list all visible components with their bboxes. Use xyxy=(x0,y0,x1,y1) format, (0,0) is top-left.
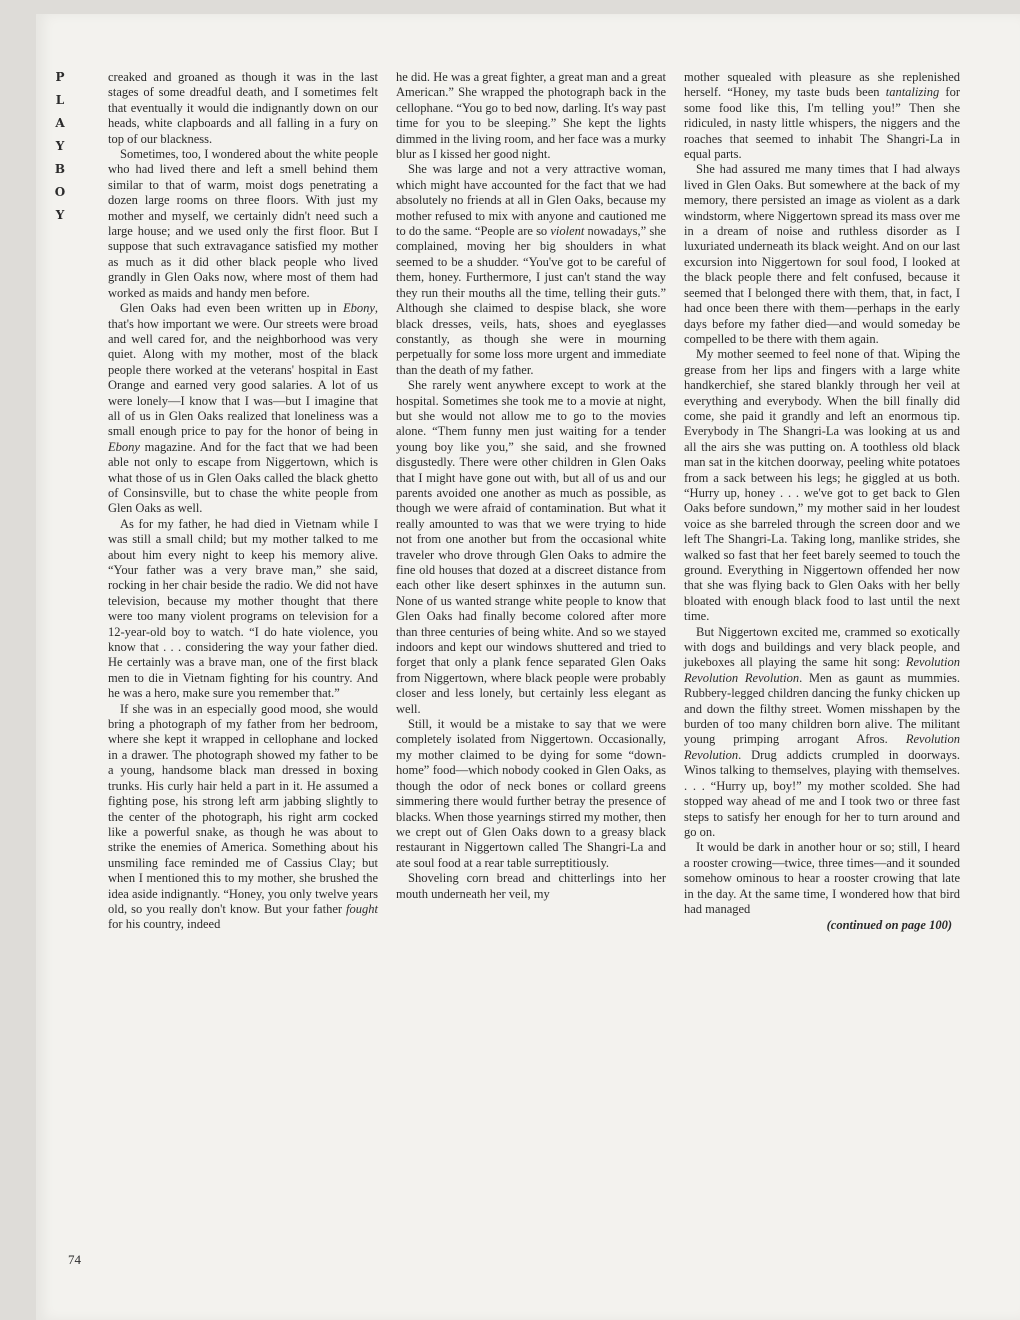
paragraph-text: . Men as gaunt as mummies. Rubbery-legged children dancing the funky chicken up and down the filthy street. Women misshapen by the burden of too many children born alive. The militant young primping arrogant Afros. xyxy=(684,670,960,747)
paragraph-text: creaked and groaned as though it was in the last stages of some dreadful death, and I sometimes felt that eventually it would die indignantly down on our heads, white clapboards and all falling in a fury on top of our blackness. xyxy=(108,70,378,146)
text-column-2 xyxy=(396,70,666,902)
article-paragraph xyxy=(108,301,378,517)
paragraph-text: She rarely went anywhere except to work at the hospital. Sometimes she took me to a movie at night, but she would not allow me to go to the movies alone. “Them funny men just waiting for a tender young boy like you,” she said, and she frowned disgustedly. There were other children in Glen Oaks that I might have gone out with, but all of us and our parents avoided one another as much as possible, as though we were afraid of contamination. But what it really amounted to was that we were trying to hide not from one another but from the occasional white traveler who drove through Glen Oaks to admire the fine old houses that dozed at a discreet distance from each other like desert sphinxes in the autumn sun. None of us wanted strange white people to know that Glen Oaks had finally become colored after more than three centuries of being white. And so we stayed indoors and kept our windows shuttered and tried to forget that only a plank fence separated Glen Oaks from Niggertown, where black people were probably closer and less lonely, but certainly less elegant as well. xyxy=(396,378,666,716)
paragraph-text: . Drug addicts crumpled in doorways. Winos talking to themselves, playing with themselves. . . . “Hurry up, boy!” my mother scolded. She had stopped way ahead of me and I took two or three fast steps to satisfy her enough for her to turn around and go on. xyxy=(684,747,960,839)
italic-text: Ebony xyxy=(342,301,375,316)
italic-text: violent xyxy=(550,224,585,239)
paragraph-text: She was large and not a very attractive woman, which might have accounted for the fact that we had absolutely no friends at all in Glen Oaks, because my mother refused to mix with anyone and cautioned me to do the same. “People are so xyxy=(396,162,666,239)
article-paragraph xyxy=(396,378,666,717)
article-paragraph xyxy=(684,70,960,162)
article-paragraph xyxy=(684,840,960,917)
article-paragraph xyxy=(684,347,960,624)
paragraph-text: As for my father, he had died in Vietnam while I was still a small child; but my mother talked to me about him every night to keep his memory alive. “Your father was a very brave man,” she said, rocking in her chair beside the radio. We did not have television, because my mother thought that there were too many violent programs on television for a 12-year-old boy to watch. “I do hate violence, you know that . . . considering the way your father died. He certainly was a brave man, one of the first black men to die in Vietnam fighting for his country. And he was a hero, make sure you remember that.” xyxy=(108,516,378,701)
magazine-name-letter: A xyxy=(55,116,65,130)
magazine-name-letter: Y xyxy=(55,139,65,153)
text-column-3 xyxy=(684,70,960,934)
italic-text: tantalizing xyxy=(885,85,940,100)
italic-text: fought xyxy=(346,901,378,916)
magazine-name-letter: Y xyxy=(55,208,65,222)
paragraph-text: But Niggertown excited me, crammed so exotically with dogs and buildings and very black people, and jukeboxes all playing the same hit song: xyxy=(684,624,960,670)
magazine-name-letter: B xyxy=(54,162,66,176)
article-paragraph xyxy=(684,625,960,841)
article-paragraph xyxy=(108,70,378,147)
italic-text: Revolution Revolution Revolution xyxy=(684,655,960,685)
article-paragraph xyxy=(684,162,960,347)
paragraph-text: Glen Oaks had even been written up in xyxy=(120,301,343,316)
paragraph-text: Still, it would be a mistake to say that we were completely isolated from Niggertown. Occasionally, my mother claimed to be dying for some “down-home” food—which nobody cooked in Glen Oaks, as though the odor of neck bones or collard greens simmering there would further betray the presence of blacks. When those yearnings stirred my mother, then we crept out of Glen Oaks down to a greasy black restaurant in Niggertown called The Shangri-La and ate soul food at a rear table surreptitiously. xyxy=(396,717,666,870)
italic-text: Revolution Revolution xyxy=(684,732,960,762)
paragraph-text: for his country, indeed xyxy=(108,917,221,932)
paragraph-text: Shoveling corn bread and chitterlings into her mouth underneath her veil, my xyxy=(396,871,666,901)
paragraph-text: Sometimes, too, I wondered about the white people who had lived there and left a smell behind them similar to that of warm, moist dogs penetrating a dozen large rooms on three floors. With just my mother and myself, we certainly didn't need such a large house; and we used only the first floor. But I suppose that such extravagance satisfied my mother as much as it did other black people who lived grandly in Glen Oaks now, where most of them had worked as maids and handy men before. xyxy=(108,147,378,300)
paragraph-text: he did. He was a great fighter, a great man and a great American.” She wrapped the photograph back in the cellophane. “You go to bed now, darling. It's way past time for you to be sleeping.” She kept the lights dimmed in the living room, and her face was a murky blur as I kissed her good night. xyxy=(396,70,666,162)
paragraph-text: for some food like this, I'm telling you!” Then she ridiculed, in nasty little whispers, the niggers and the roaches that seemed to inhabit The Shangri-La in equal parts. xyxy=(684,85,960,162)
magazine-name-letter: L xyxy=(55,93,65,107)
magazine-name-letter: O xyxy=(54,185,66,199)
paragraph-text: mother squealed with pleasure as she replenished herself. “Honey, my taste buds been xyxy=(684,70,960,100)
article-paragraph xyxy=(108,517,378,702)
article-paragraph xyxy=(108,702,378,933)
paragraph-text: It would be dark in another hour or so; still, I heard a rooster crowing—twice, three times—and it sounded somehow ominous to hear a rooster crowing that late in the day. At the same time, I wondered how that bird had managed xyxy=(684,840,960,916)
article-paragraph xyxy=(108,147,378,301)
italic-text: Ebony xyxy=(108,439,140,454)
paragraph-text: She had assured me many times that I had always lived in Glen Oaks. But somewhere at the back of my memory, there persisted an image as violent as a dark windstorm, where Niggertown spread its mass over me in a dream of noise and ruthless disorder as I luxuriated underneath its black weight. And on our last excursion into Niggertown for soul food, I looked at the black people there and felt confused, because it seemed that I belonged there with them, that, in fact, I had once been there with them—perhaps in the early days before my father died—and would someday be compelled to be there with them again. xyxy=(684,162,960,346)
page-number: 74 xyxy=(68,1252,81,1267)
article-paragraph xyxy=(396,717,666,871)
text-column-1 xyxy=(108,70,378,933)
magazine-name-vertical xyxy=(50,66,70,227)
article-paragraph xyxy=(396,871,666,902)
paragraph-text: , that's how important we were. Our streets were broad and well cared for, and the neighborhood was very quiet. Along with my mother, most of the black people there worked at the veterans' hospital in East Orange and earned very good salaries. A lot of us were lonely—I know that I was—but I imagine that all of us in Glen Oaks realized that loneliness was a small enough price to pay for the honor of being in xyxy=(108,301,378,439)
article-paragraph xyxy=(396,70,666,162)
paragraph-text: My mother seemed to feel none of that. Wiping the grease from her lips and fingers with a large white handkerchief, she stared blankly through her veil at everything and everybody. When the bill finally did come, she paid it grandly and left an enormous tip. Everybody in The Shangri-La was looking at us and all the airs she was putting on. A toothless old black man sat in the kitchen doorway, peeling white potatoes from a sack between his legs; he giggled at us both. “Hurry up, honey . . . we've got to get back to Glen Oaks before sundown,” my mother said in her loudest voice as she barreled through the screen door and we left The Shangri-La. Taking long, manlike strides, she walked so fast that her feet barely seemed to touch the ground. Everything in Niggertown offended her now that she was flying back to Glen Oaks with her belly bloated with enough black food to last until the next time. xyxy=(684,347,960,624)
paragraph-text: If she was in an especially good mood, she would bring a photograph of my father from her bedroom, where she kept it wrapped in cellophane and locked in a drawer. The photograph showed my father to be a young, handsome black man dressed in boxing trunks. His curly hair held a part in it. He assumed a fighting pose, his strong left arm jabbing slightly to the center of the photograph, his right arm cocked like a powerful snake, as though he was about to strike the enemies of America. Something about his unsmiling face reminded me of Cassius Clay; but when I mentioned this to my mother, she brushed the idea aside indignantly. “Honey, you only twelve years old, so you really don't know. But your father xyxy=(108,701,378,916)
paragraph-text: magazine. And for the fact that we had been able not only to escape from Niggertown, which is what those of us in Glen Oaks called the black ghetto of Consinsville, but to chase the white people from Glen Oaks as well. xyxy=(108,439,378,516)
paragraph-text: nowadays,” she complained, moving her big shoulders in what seemed to be a shudder. “You've got to be careful of them, honey. Furthermore, I just can't stand the way they run their mouths all the time, telling their guts.” Although she claimed to despise black, she wore black dresses, veils, hats, shoes and eyeglasses constantly, as though she were in mourning perpetually for some loss more urgent and immediate than the death of my father. xyxy=(396,224,666,377)
magazine-name-letter: P xyxy=(55,70,65,84)
continued-note: (continued on page 100) xyxy=(826,918,952,933)
article-paragraph xyxy=(396,162,666,378)
